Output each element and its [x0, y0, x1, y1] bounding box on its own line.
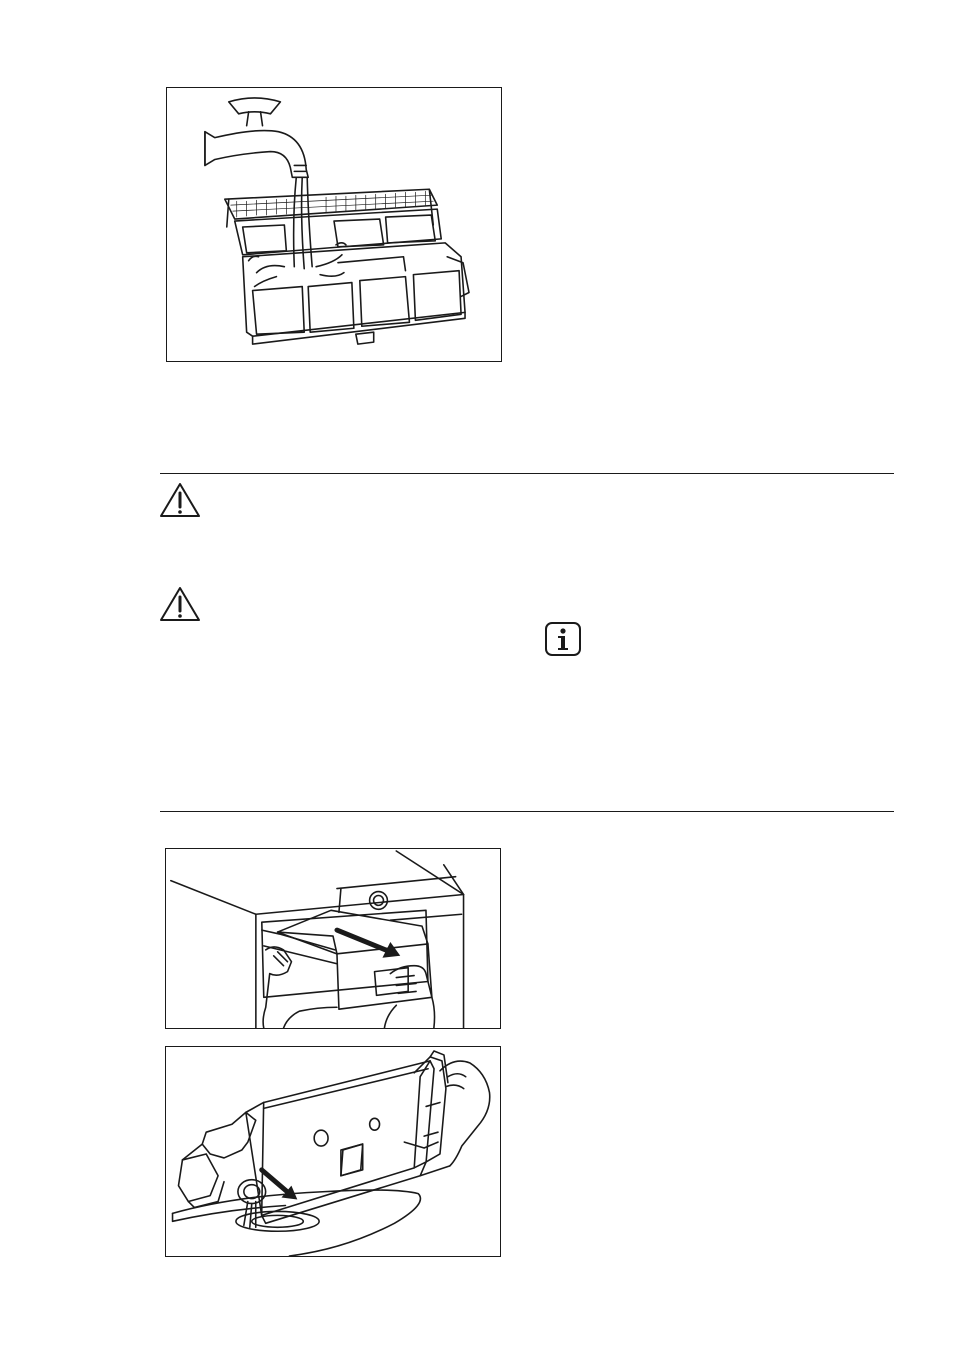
figure-filter-under-tap [166, 87, 502, 362]
filter-under-tap-illustration [167, 88, 501, 361]
section-divider-top [160, 473, 894, 474]
figure-empty-water-container [165, 1046, 501, 1257]
warning-triangle-icon [159, 586, 201, 622]
section-divider-bottom [160, 811, 894, 812]
warning-triangle-icon [159, 482, 201, 518]
info-icon [544, 621, 582, 657]
figure-remove-water-container [165, 848, 501, 1029]
remove-water-container-illustration [166, 849, 500, 1028]
empty-water-container-illustration [166, 1047, 500, 1256]
